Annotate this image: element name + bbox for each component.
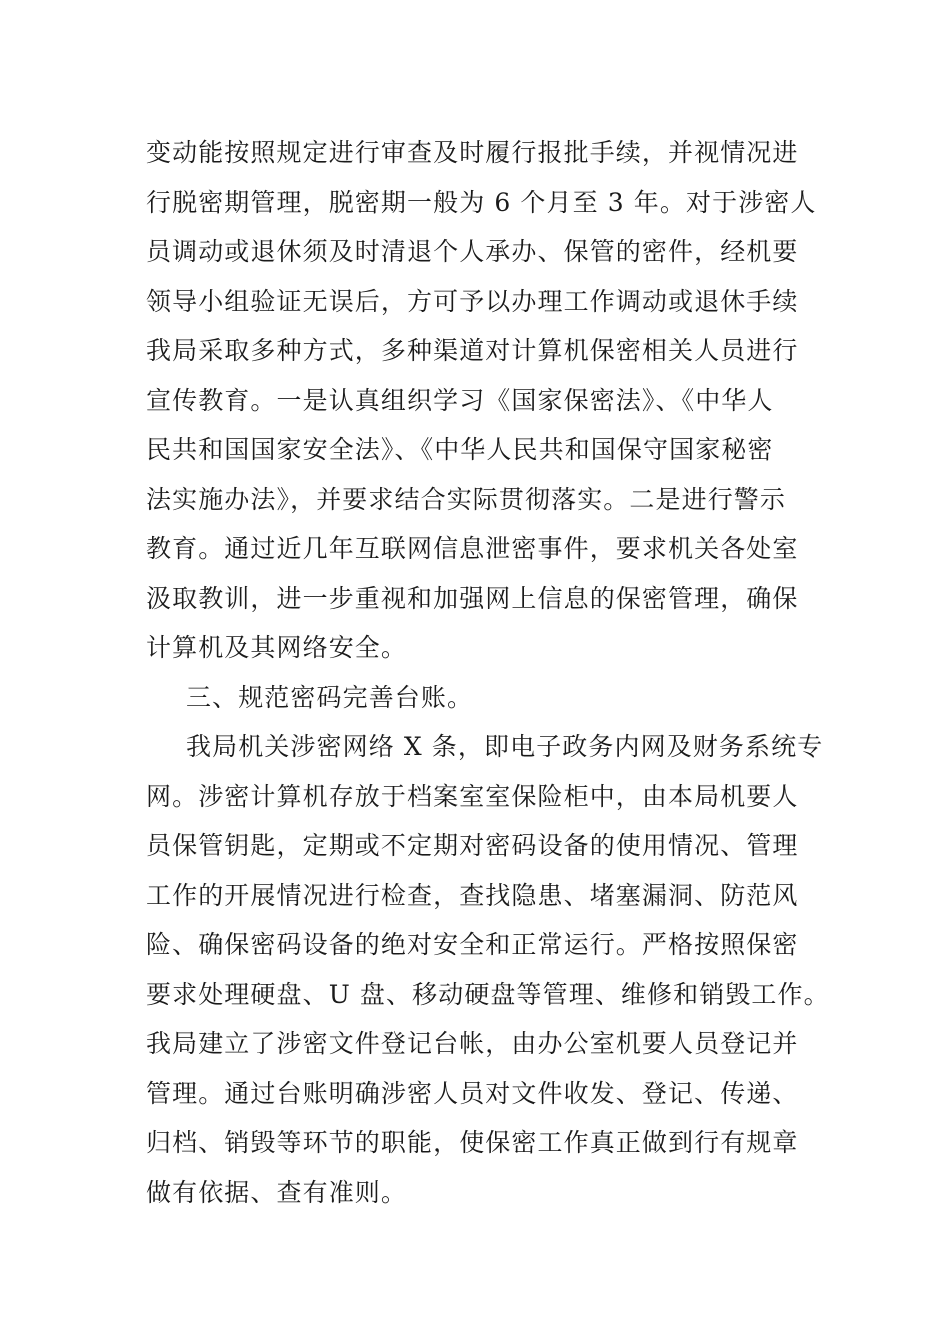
text-line: 领导小组验证无误后，方可予以办理工作调动或退休手续 [146,286,799,316]
text-line: 变动能按照规定进行审查及时履行报批手续，并视情况进 [146,138,799,167]
body-text [146,128,836,1217]
text-line: 宣传教育。一是认真组织学习《国家保密法》、《中华人 [146,385,774,415]
text-line: 要求处理硬盘、U 盘、移动硬盘等管理、维修和销毁工作。 [146,979,830,1009]
text-line: 做有依据、查有准则。 [146,1177,408,1207]
text-line: 我局机关涉密网络 X 条，即电子政务内网及财务系统专 [186,732,824,761]
text-line: 网。涉密计算机存放于档案室室保险柜中，由本局机要人 [146,781,799,811]
text-line: 计算机及其网络安全。 [146,633,408,662]
text-line: 民共和国国家安全法》、《中华人民共和国保守国家秘密 [146,435,774,464]
text-line: 险、确保密码设备的绝对安全和正常运行。严格按照保密 [146,930,799,959]
text-line: 员调动或退休须及时清退个人承办、保管的密件，经机要 [146,237,799,266]
text-line: 我局建立了涉密文件登记台帐，由办公室机要人员登记并 [146,1029,799,1058]
text-line: 员保管钥匙，定期或不定期对密码设备的使用情况、管理 [146,831,799,860]
text-line: 管理。通过台账明确涉密人员对文件收发、登记、传递、 [146,1078,799,1108]
text-line: 三、规范密码完善台账。 [186,682,474,712]
text-line: 行脱密期管理，脱密期一般为 6 个月至 3 年。对于涉密人 [146,187,817,217]
text-line: 教育。通过近几年互联网信息泄密事件，要求机关各处室 [146,534,799,563]
text-line: 我局采取多种方式，多种渠道对计算机保密相关人员进行 [146,336,799,365]
text-line: 工作的开展情况进行检查，查找隐患、堵塞漏洞、防范风 [146,880,799,910]
text-line: 归档、销毁等环节的职能，使保密工作真正做到行有规章 [146,1128,799,1157]
text-line: 法实施办法》，并要求结合实际贯彻落实。二是进行警示 [146,484,787,514]
text-line: 汲取教训，进一步重视和加强网上信息的保密管理，确保 [146,583,799,613]
